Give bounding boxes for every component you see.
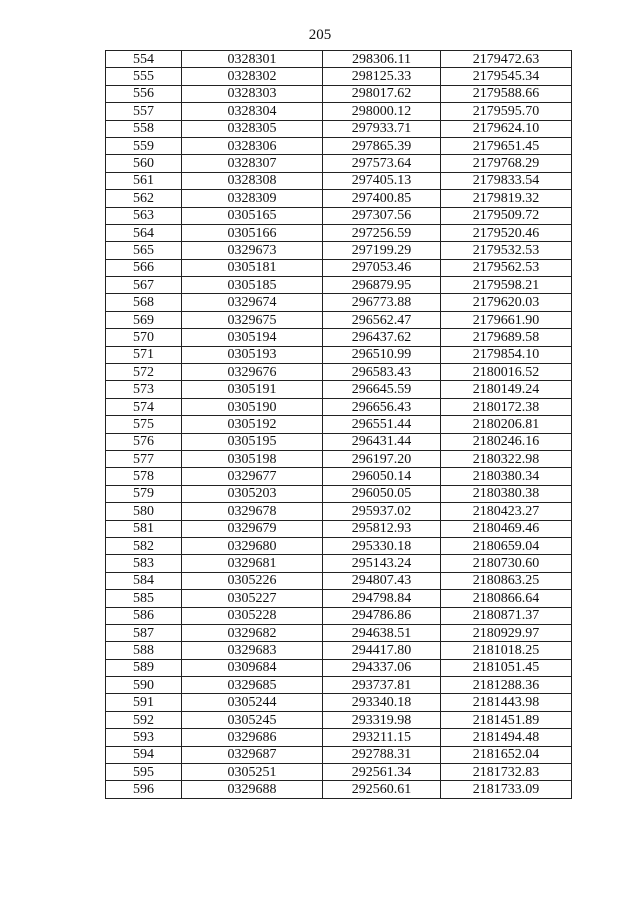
row-number-cell: 595	[106, 764, 182, 781]
x-coordinate-cell: 296773.88	[323, 294, 441, 311]
row-number-cell: 583	[106, 555, 182, 572]
table-row	[106, 607, 572, 624]
x-coordinate-cell: 297199.29	[323, 242, 441, 259]
table-row	[106, 242, 572, 259]
point-id-cell: 0329674	[182, 294, 323, 311]
x-coordinate-cell: 294807.43	[323, 572, 441, 589]
x-coordinate-cell: 297400.85	[323, 190, 441, 207]
point-id-cell: 0305185	[182, 277, 323, 294]
y-coordinate-cell: 2181018.25	[441, 642, 572, 659]
point-id-cell: 0328308	[182, 172, 323, 189]
row-number-cell: 596	[106, 781, 182, 798]
row-number-cell: 572	[106, 364, 182, 381]
table-row	[106, 120, 572, 137]
y-coordinate-cell: 2180469.46	[441, 520, 572, 537]
y-coordinate-cell: 2179520.46	[441, 224, 572, 241]
point-id-cell: 0329676	[182, 364, 323, 381]
table-row	[106, 433, 572, 450]
x-coordinate-cell: 296656.43	[323, 398, 441, 415]
y-coordinate-cell: 2179854.10	[441, 346, 572, 363]
table-row	[106, 694, 572, 711]
table-row	[106, 729, 572, 746]
row-number-cell: 573	[106, 381, 182, 398]
x-coordinate-cell: 294638.51	[323, 624, 441, 641]
x-coordinate-cell: 292560.61	[323, 781, 441, 798]
x-coordinate-cell: 293319.98	[323, 711, 441, 728]
point-id-cell: 0305245	[182, 711, 323, 728]
row-number-cell: 588	[106, 642, 182, 659]
table-row	[106, 103, 572, 120]
point-id-cell: 0305227	[182, 590, 323, 607]
x-coordinate-cell: 295330.18	[323, 537, 441, 554]
x-coordinate-cell: 294786.86	[323, 607, 441, 624]
y-coordinate-cell: 2180863.25	[441, 572, 572, 589]
coordinates-table-body	[106, 51, 572, 799]
y-coordinate-cell: 2180172.38	[441, 398, 572, 415]
point-id-cell: 0305194	[182, 329, 323, 346]
x-coordinate-cell: 296562.47	[323, 311, 441, 328]
row-number-cell: 555	[106, 68, 182, 85]
point-id-cell: 0329688	[182, 781, 323, 798]
point-id-cell: 0329673	[182, 242, 323, 259]
row-number-cell: 585	[106, 590, 182, 607]
x-coordinate-cell: 296551.44	[323, 416, 441, 433]
row-number-cell: 593	[106, 729, 182, 746]
x-coordinate-cell: 294337.06	[323, 659, 441, 676]
point-id-cell: 0305191	[182, 381, 323, 398]
row-number-cell: 591	[106, 694, 182, 711]
row-number-cell: 592	[106, 711, 182, 728]
point-id-cell: 0329677	[182, 468, 323, 485]
x-coordinate-cell: 294417.80	[323, 642, 441, 659]
row-number-cell: 571	[106, 346, 182, 363]
point-id-cell: 0309684	[182, 659, 323, 676]
row-number-cell: 574	[106, 398, 182, 415]
table-row	[106, 381, 572, 398]
y-coordinate-cell: 2180866.64	[441, 590, 572, 607]
y-coordinate-cell: 2180380.38	[441, 485, 572, 502]
table-row	[106, 329, 572, 346]
table-row	[106, 450, 572, 467]
table-row	[106, 137, 572, 154]
y-coordinate-cell: 2180871.37	[441, 607, 572, 624]
point-id-cell: 0305228	[182, 607, 323, 624]
table-row	[106, 659, 572, 676]
y-coordinate-cell: 2179595.70	[441, 103, 572, 120]
coordinates-table	[105, 50, 572, 799]
x-coordinate-cell: 296510.99	[323, 346, 441, 363]
row-number-cell: 581	[106, 520, 182, 537]
x-coordinate-cell: 293211.15	[323, 729, 441, 746]
row-number-cell: 562	[106, 190, 182, 207]
y-coordinate-cell: 2179532.53	[441, 242, 572, 259]
point-id-cell: 0328304	[182, 103, 323, 120]
y-coordinate-cell: 2179768.29	[441, 155, 572, 172]
y-coordinate-cell: 2180206.81	[441, 416, 572, 433]
row-number-cell: 577	[106, 450, 182, 467]
y-coordinate-cell: 2180016.52	[441, 364, 572, 381]
table-row	[106, 520, 572, 537]
table-row	[106, 468, 572, 485]
y-coordinate-cell: 2181732.83	[441, 764, 572, 781]
row-number-cell: 576	[106, 433, 182, 450]
y-coordinate-cell: 2180929.97	[441, 624, 572, 641]
table-row	[106, 294, 572, 311]
row-number-cell: 554	[106, 51, 182, 68]
row-number-cell: 578	[106, 468, 182, 485]
row-number-cell: 559	[106, 137, 182, 154]
x-coordinate-cell: 296645.59	[323, 381, 441, 398]
x-coordinate-cell: 297865.39	[323, 137, 441, 154]
row-number-cell: 570	[106, 329, 182, 346]
y-coordinate-cell: 2180730.60	[441, 555, 572, 572]
x-coordinate-cell: 296437.62	[323, 329, 441, 346]
x-coordinate-cell: 295812.93	[323, 520, 441, 537]
y-coordinate-cell: 2179651.45	[441, 137, 572, 154]
y-coordinate-cell: 2181733.09	[441, 781, 572, 798]
row-number-cell: 556	[106, 85, 182, 102]
point-id-cell: 0328306	[182, 137, 323, 154]
y-coordinate-cell: 2180659.04	[441, 537, 572, 554]
x-coordinate-cell: 292788.31	[323, 746, 441, 763]
table-row	[106, 677, 572, 694]
x-coordinate-cell: 297256.59	[323, 224, 441, 241]
point-id-cell: 0329678	[182, 503, 323, 520]
point-id-cell: 0305198	[182, 450, 323, 467]
y-coordinate-cell: 2179472.63	[441, 51, 572, 68]
y-coordinate-cell: 2179689.58	[441, 329, 572, 346]
table-row	[106, 172, 572, 189]
x-coordinate-cell: 297053.46	[323, 259, 441, 276]
y-coordinate-cell: 2179588.66	[441, 85, 572, 102]
table-row	[106, 572, 572, 589]
point-id-cell: 0305166	[182, 224, 323, 241]
y-coordinate-cell: 2179819.32	[441, 190, 572, 207]
table-row	[106, 590, 572, 607]
point-id-cell: 0305244	[182, 694, 323, 711]
x-coordinate-cell: 295143.24	[323, 555, 441, 572]
table-row	[106, 781, 572, 798]
table-row	[106, 764, 572, 781]
x-coordinate-cell: 295937.02	[323, 503, 441, 520]
table-row	[106, 51, 572, 68]
point-id-cell: 0328301	[182, 51, 323, 68]
y-coordinate-cell: 2180380.34	[441, 468, 572, 485]
point-id-cell: 0305193	[182, 346, 323, 363]
table-row	[106, 277, 572, 294]
point-id-cell: 0305226	[182, 572, 323, 589]
y-coordinate-cell: 2179620.03	[441, 294, 572, 311]
table-row	[106, 224, 572, 241]
row-number-cell: 587	[106, 624, 182, 641]
point-id-cell: 0328302	[182, 68, 323, 85]
row-number-cell: 579	[106, 485, 182, 502]
row-number-cell: 590	[106, 677, 182, 694]
table-row	[106, 155, 572, 172]
point-id-cell: 0329681	[182, 555, 323, 572]
table-row	[106, 746, 572, 763]
y-coordinate-cell: 2179509.72	[441, 207, 572, 224]
point-id-cell: 0328305	[182, 120, 323, 137]
point-id-cell: 0329686	[182, 729, 323, 746]
point-id-cell: 0328307	[182, 155, 323, 172]
point-id-cell: 0305165	[182, 207, 323, 224]
y-coordinate-cell: 2181443.98	[441, 694, 572, 711]
row-number-cell: 564	[106, 224, 182, 241]
row-number-cell: 561	[106, 172, 182, 189]
table-row	[106, 364, 572, 381]
x-coordinate-cell: 298306.11	[323, 51, 441, 68]
table-row	[106, 311, 572, 328]
point-id-cell: 0329687	[182, 746, 323, 763]
point-id-cell: 0329683	[182, 642, 323, 659]
table-row	[106, 68, 572, 85]
table-row	[106, 642, 572, 659]
y-coordinate-cell: 2181494.48	[441, 729, 572, 746]
row-number-cell: 568	[106, 294, 182, 311]
y-coordinate-cell: 2179562.53	[441, 259, 572, 276]
point-id-cell: 0305203	[182, 485, 323, 502]
row-number-cell: 580	[106, 503, 182, 520]
y-coordinate-cell: 2179598.21	[441, 277, 572, 294]
row-number-cell: 558	[106, 120, 182, 137]
row-number-cell: 567	[106, 277, 182, 294]
row-number-cell: 575	[106, 416, 182, 433]
y-coordinate-cell: 2179661.90	[441, 311, 572, 328]
row-number-cell: 560	[106, 155, 182, 172]
x-coordinate-cell: 292561.34	[323, 764, 441, 781]
x-coordinate-cell: 296050.14	[323, 468, 441, 485]
row-number-cell: 589	[106, 659, 182, 676]
y-coordinate-cell: 2179545.34	[441, 68, 572, 85]
point-id-cell: 0305181	[182, 259, 323, 276]
x-coordinate-cell: 297307.56	[323, 207, 441, 224]
y-coordinate-cell: 2181051.45	[441, 659, 572, 676]
point-id-cell: 0329680	[182, 537, 323, 554]
row-number-cell: 569	[106, 311, 182, 328]
y-coordinate-cell: 2181288.36	[441, 677, 572, 694]
x-coordinate-cell: 298125.33	[323, 68, 441, 85]
x-coordinate-cell: 294798.84	[323, 590, 441, 607]
y-coordinate-cell: 2179833.54	[441, 172, 572, 189]
table-row	[106, 537, 572, 554]
x-coordinate-cell: 296431.44	[323, 433, 441, 450]
table-row	[106, 416, 572, 433]
table-row	[106, 190, 572, 207]
x-coordinate-cell: 293737.81	[323, 677, 441, 694]
x-coordinate-cell: 297933.71	[323, 120, 441, 137]
table-row	[106, 555, 572, 572]
x-coordinate-cell: 296050.05	[323, 485, 441, 502]
x-coordinate-cell: 297573.64	[323, 155, 441, 172]
table-row	[106, 207, 572, 224]
table-row	[106, 503, 572, 520]
y-coordinate-cell: 2179624.10	[441, 120, 572, 137]
row-number-cell: 565	[106, 242, 182, 259]
table-row	[106, 346, 572, 363]
y-coordinate-cell: 2181451.89	[441, 711, 572, 728]
page-number: 205	[308, 27, 332, 43]
x-coordinate-cell: 298017.62	[323, 85, 441, 102]
row-number-cell: 582	[106, 537, 182, 554]
table-row	[106, 624, 572, 641]
x-coordinate-cell: 296583.43	[323, 364, 441, 381]
row-number-cell: 594	[106, 746, 182, 763]
y-coordinate-cell: 2181652.04	[441, 746, 572, 763]
row-number-cell: 557	[106, 103, 182, 120]
x-coordinate-cell: 297405.13	[323, 172, 441, 189]
point-id-cell: 0305251	[182, 764, 323, 781]
point-id-cell: 0305192	[182, 416, 323, 433]
y-coordinate-cell: 2180246.16	[441, 433, 572, 450]
table-row	[106, 85, 572, 102]
table-row	[106, 259, 572, 276]
table-row	[106, 485, 572, 502]
y-coordinate-cell: 2180149.24	[441, 381, 572, 398]
point-id-cell: 0328309	[182, 190, 323, 207]
row-number-cell: 586	[106, 607, 182, 624]
y-coordinate-cell: 2180322.98	[441, 450, 572, 467]
x-coordinate-cell: 296879.95	[323, 277, 441, 294]
point-id-cell: 0328303	[182, 85, 323, 102]
x-coordinate-cell: 298000.12	[323, 103, 441, 120]
y-coordinate-cell: 2180423.27	[441, 503, 572, 520]
point-id-cell: 0329685	[182, 677, 323, 694]
row-number-cell: 563	[106, 207, 182, 224]
point-id-cell: 0305195	[182, 433, 323, 450]
point-id-cell: 0329682	[182, 624, 323, 641]
x-coordinate-cell: 296197.20	[323, 450, 441, 467]
row-number-cell: 566	[106, 259, 182, 276]
point-id-cell: 0329679	[182, 520, 323, 537]
row-number-cell: 584	[106, 572, 182, 589]
table-row	[106, 711, 572, 728]
x-coordinate-cell: 293340.18	[323, 694, 441, 711]
point-id-cell: 0305190	[182, 398, 323, 415]
table-row	[106, 398, 572, 415]
point-id-cell: 0329675	[182, 311, 323, 328]
